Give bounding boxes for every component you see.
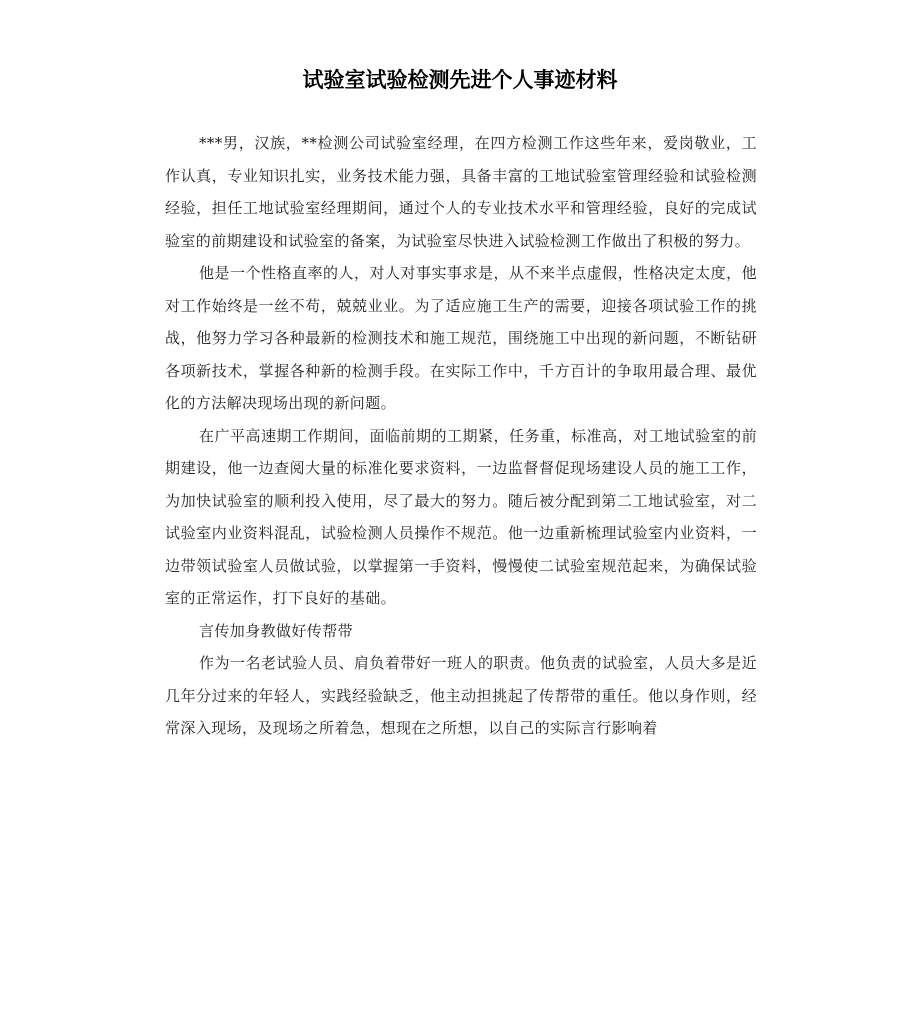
- paragraph-3: 在广平高速期工作期间，面临前期的工期紧，任务重，标准高，对工地试验室的前期建设，他一边查阅大量的标准化要求资料，一边监督督促现场建设人员的施工工作，为加快试验室的顺利投入使用，尽了最大的努力。随后被分配到第二工地试验室，对二试验室内业资料混乱，试验检测人员操作不规范。他一边重新梳理试验室内业资料，一边带领试验室人员做试验，以掌握第一手资料，慢慢使二试验室规范起来，为确保试验室的正常运作，打下良好的基础。: [165, 426, 757, 607]
- section-heading: 言传加身教做好传帮带: [199, 621, 354, 640]
- paragraph-2: 他是一个性格直率的人，对人对事实事求是，从不来半点虚假，性格决定太度，他对工作始终是一丝不苟，兢兢业业。为了适应施工生产的需要，迎接各项试验工作的挑战，他努力学习各种最新的检测技术和施工规范，围绕施工中出现的新问题，不断钻研各项新技术，掌握各种新的检测手段。在实际工作中，千方百计的争取用最合理、最优化的方法解决现场出现的新问题。: [165, 264, 757, 412]
- document-title: 试验室试验检测先进个人事迹材料: [302, 68, 618, 92]
- paragraph-4: 作为一名老试验人员、肩负着带好一班人的职责。他负责的试验室，人员大多是近几年分过来的年轻人，实践经验缺乏，他主动担挑起了传帮带的重任。他以身作则，经常深入现场，及现场之所着急，想现在之所想，以自己的实际言行影响着: [165, 654, 757, 737]
- document-body: [165, 127, 757, 745]
- paragraph-1: ***男，汉族，**检测公司试验室经理，在四方检测工作这些年来，爱岗敬业，工作认真，专业知识扎实，业务技术能力强，具备丰富的工地试验室管理经验和试验检测经验，担任工地试验室经理期间，通过个人的专业技术水平和管理经验，良好的完成试验室的前期建设和试验室的备案，为试验室尽快进入试验检测工作做出了积极的努力。: [165, 134, 757, 250]
